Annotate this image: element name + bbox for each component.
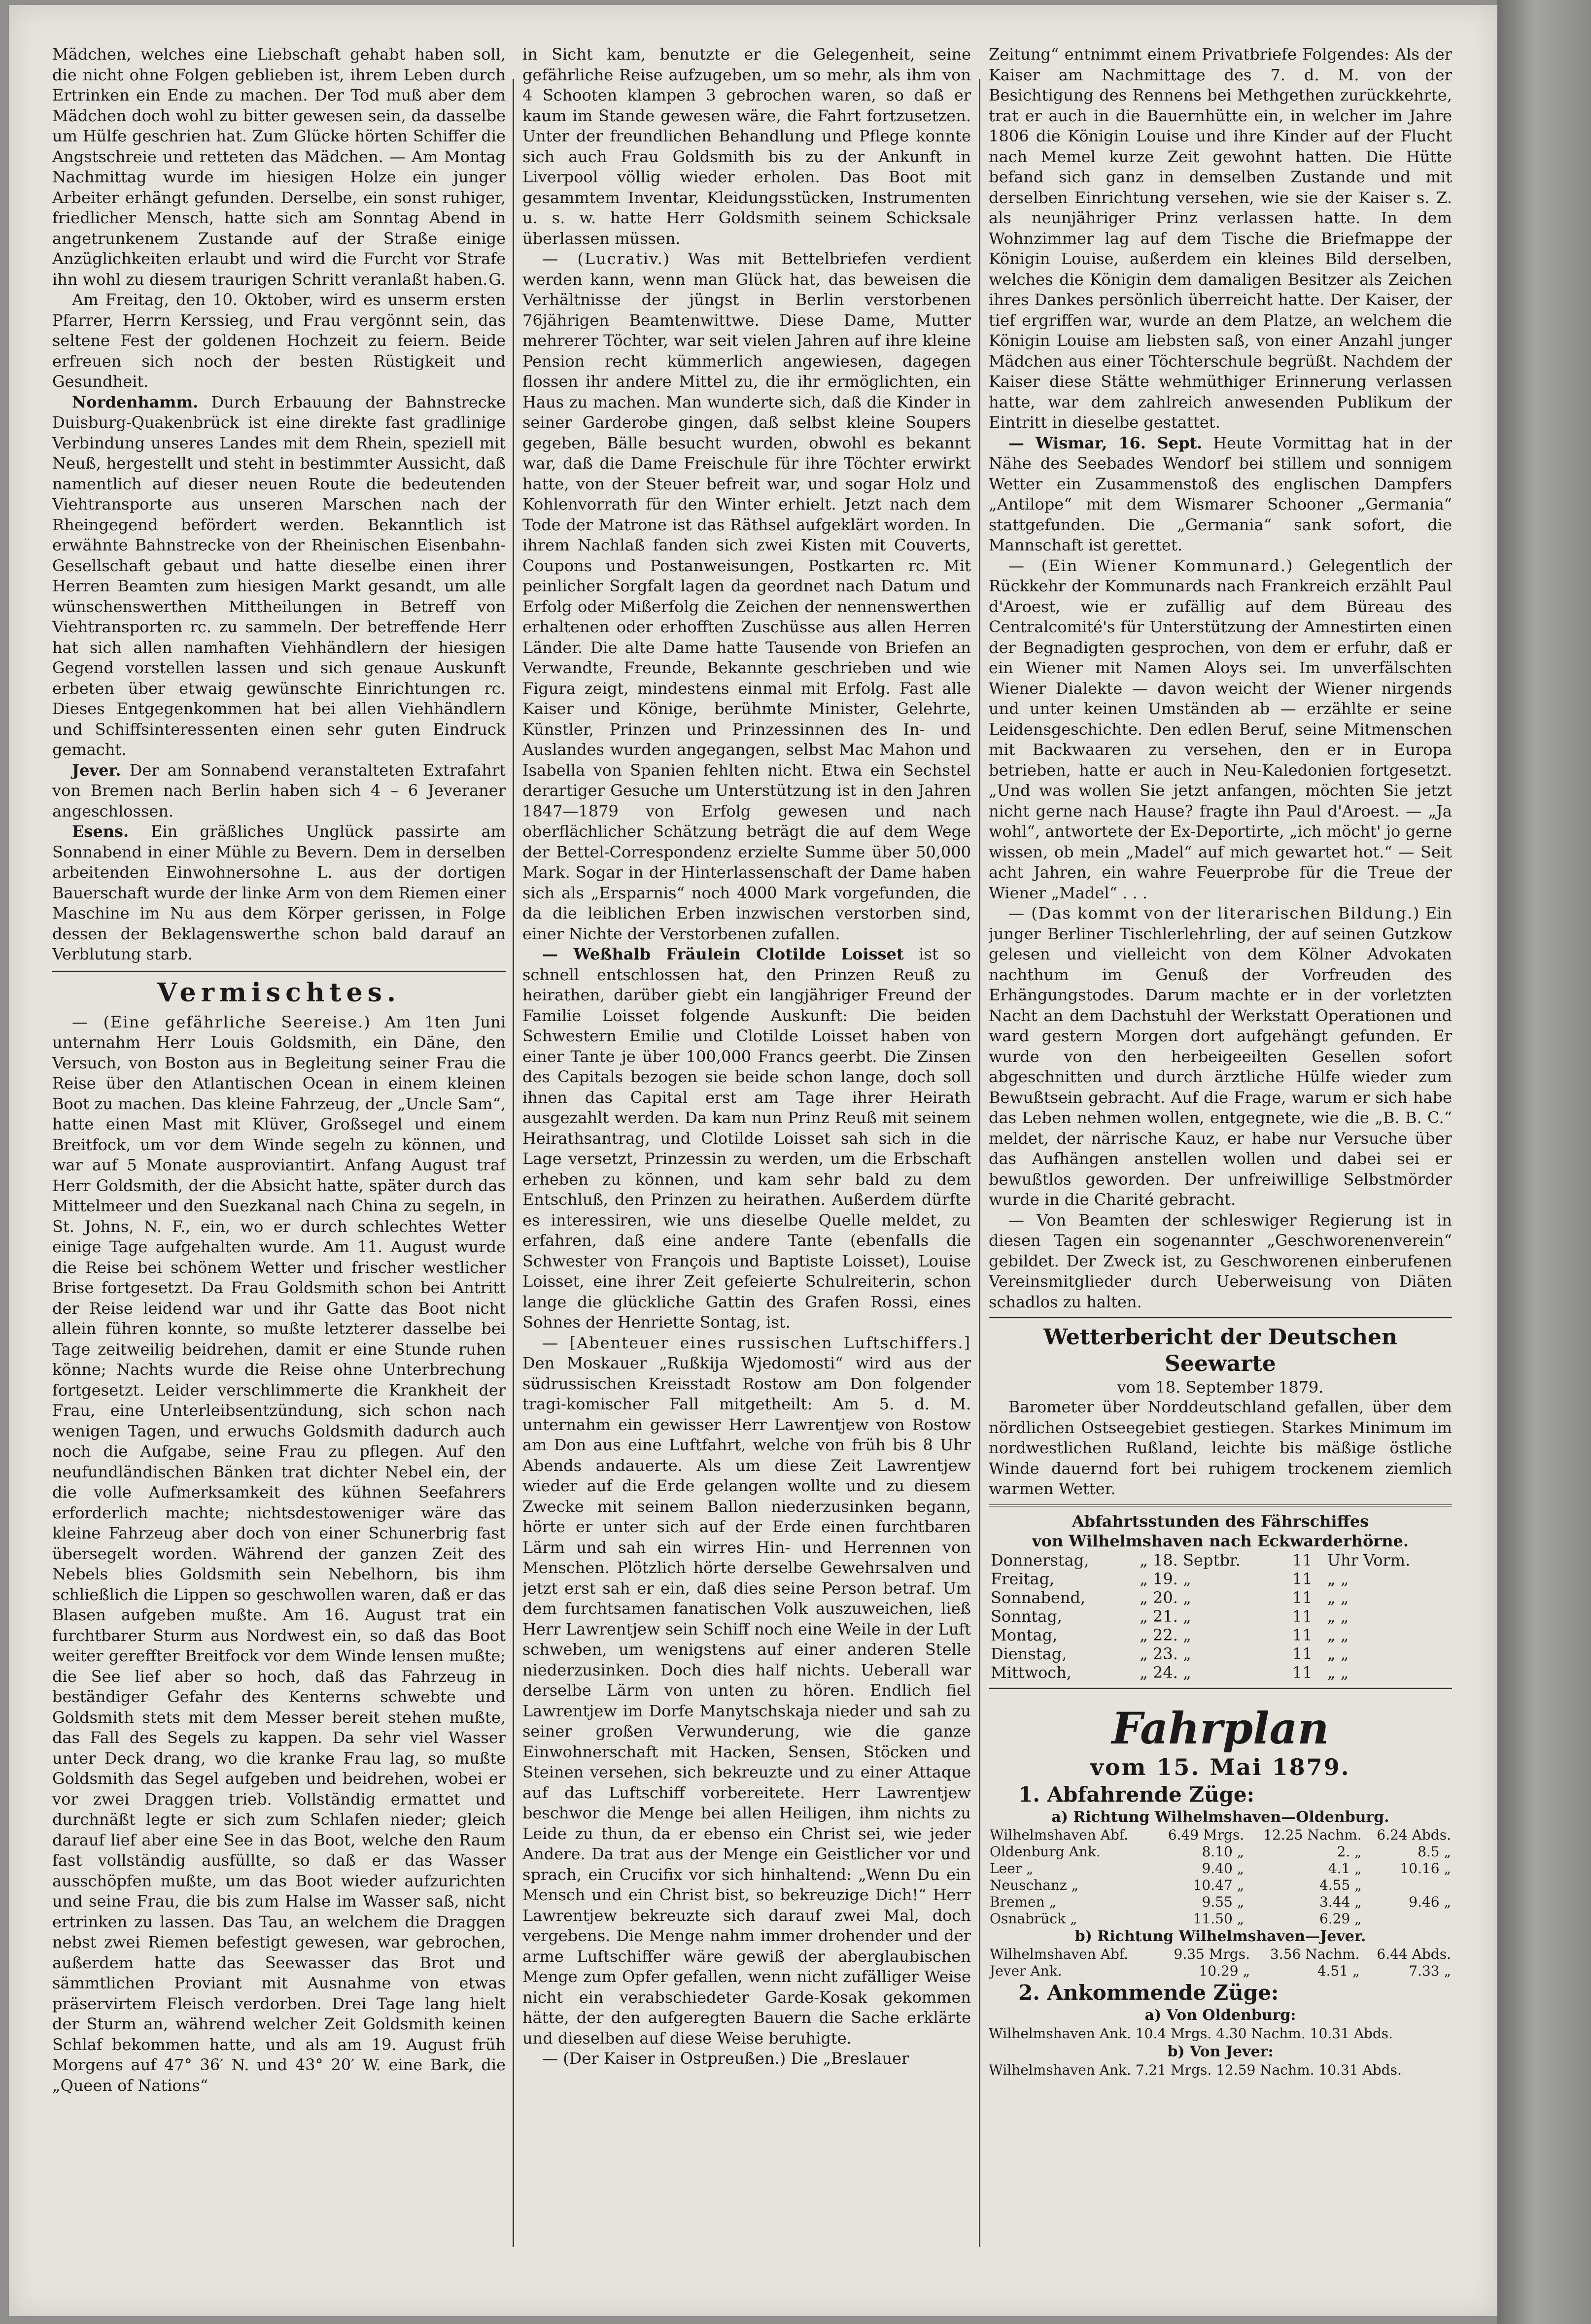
ferry-row bbox=[989, 1551, 1452, 1570]
ferry-cell-day: Donnerstag, bbox=[991, 1550, 1089, 1570]
train-cell: 8.5 „ bbox=[1418, 1843, 1451, 1860]
train-cell: 11.50 „ bbox=[1193, 1910, 1245, 1927]
ferry-cell-day: Mittwoch, bbox=[991, 1663, 1072, 1682]
article-text: Mädchen, welches eine Liebschaft gehabt haben soll, die nicht ohne Folgen geblieben ist, ihrem Leben durch Ertrinken ein Ende zu machen. Der Tod muß aber dem Mädchen doch wohl zu bitter gewesen sein, da dasselbe um Hülfe geschrien hat. Zum Glücke hörten Schiffer die Angstschreie und retteten das Mädchen. — Am Montag Nachmittag wurde im hiesigen Holze ein junger Arbeiter erhängt gefunden. Derselbe, ein sonst ruhiger, friedlicher Mensch, hatte sich am Sonntag Abend in angetrunkenem Zustande auf der Straße einige Anzüglichkeiten erlaubt und wird die Furcht vor Strafe ihn wohl zu diesem traurigen Schritt veranlaßt haben. G. bbox=[52, 44, 506, 290]
column-rule bbox=[979, 79, 980, 2247]
weather-report-title: Wetterbericht der Deutschen Seewarte bbox=[1043, 1325, 1397, 1376]
train-row bbox=[989, 1860, 1452, 1877]
train-cell: Wilhelmshaven Abf. bbox=[990, 1946, 1129, 1962]
article-headline: — (Ein Wiener Kommunard.) bbox=[1008, 556, 1294, 575]
train-cell: 4.1 „ bbox=[1328, 1860, 1362, 1877]
ferry-cell-day: Dienstag, bbox=[991, 1644, 1067, 1663]
ferry-row bbox=[989, 1663, 1452, 1682]
ferry-cell-day: Montag, bbox=[991, 1625, 1058, 1644]
train-cell: 3.56 Nachm. bbox=[1270, 1946, 1360, 1962]
column-3 bbox=[989, 44, 1452, 2282]
arrivals-heading: 2. Ankommende Züge: bbox=[1018, 1980, 1279, 2005]
article-text: Esens. Ein gräßliches Unglück passirte am Sonnabend in einer Mühle zu Bevern. Dem in derselben arbeitenden Einwohnersohne L. aus der dortigen Bauerschaft wurde der linke Arm von dem Riemen einer Maschine im Nu aus dem Körper gerissen, in Folge dessen der Beklagenswerthe schon bald darauf an Verblutung starb. bbox=[52, 822, 506, 963]
article-text: — [Abenteuer eines russischen Luftschiffers.] Den Moskauer „Rußkija Wjedomosti“ wird aus der südrussischen Kreisstadt Rostow am Don folgender tragi-komischer Fall mitgetheilt: Am 5. d. M. unternahm ein gewisser Herr Lawrentjew von Rostow am Don aus eine Luftfahrt, welche von früh bis 8 Uhr Abends andauerte. Als um diese Zeit Lawrentjew wieder auf die Erde gelangen wollte und zu diesem Zwecke mit seinem Ballon niederzusinken begann, hörte er unter sich auf der Erde einen furchtbaren Lärm und sah ein wirres Hin- und Herrennen von Menschen. Plötzlich hörte derselbe Gewehrsalven und jetzt erst sah er ein, daß dies seine Person betraf. Um dem furchtsamen fanatischen Volk auszuweichen, ließ Herr Lawrentjew sein Schiff noch eine Weile in der Luft schweben, um wenigstens auf einer anderen Stelle niederzusinken. Doch dies half nichts. Ueberall war derselbe Lärm von unten zu hören. Endlich fiel Lawrentjew im Dorfe Manytschskaja nieder und sah zu seiner großen Verwunderung, wie die ganze Einwohnerschaft mit Hacken, Sensen, Stöcken und Steinen versehen, sich bekreuzte und zu einer Attaque auf das Luftschiff vorbereitete. Herr Lawrentjew beschwor die Menge bei allen Heiligen, ihm nichts zu Leide zu thun, da er ebenso ein Christ sei, wie jeder Andere. Da trat aus der Menge ein Geistlicher vor und sprach, ein Crucifix vor sich hinhaltend: „Wenn Du ein Mensch und ein Christ bist, so bekreuzige Dich!“ Herr Lawrentjew bekreuzte sich darauf zwei Mal, doch vergebens. Die Menge nahm immer drohender und der arme Luftschiffer wäre gewiß der aberglaubischen Menge zum Opfer gefallen, wenn nicht zufälliger Weise nicht ein verabschiedeter Garde-Kosak gekommen hätte, der den aufgeregten Bauern die Sache erklärte und dieselben auf diese Weise beruhigte. bbox=[522, 1333, 971, 2048]
article-headline: — (Lucrativ.) bbox=[542, 249, 671, 268]
train-cell: 8.10 „ bbox=[1202, 1843, 1245, 1860]
train-cell: 6.49 Mrgs. bbox=[1168, 1826, 1245, 1843]
train-cell: 6.24 Abds. bbox=[1377, 1826, 1451, 1843]
ferry-schedule bbox=[989, 1551, 1452, 1682]
article-text: Am Freitag, den 10. Oktober, wird es unserm ersten Pfarrer, Herrn Kerssieg, und Frau vergönnt sein, das seltene Fest der goldenen Hochzeit zu feiern. Beide erfreuen sich noch der besten Rüstigkeit und Gesundheit. bbox=[52, 290, 506, 391]
article-headline: Esens. bbox=[72, 822, 129, 841]
ferry-row bbox=[989, 1644, 1452, 1663]
timetable-title: Fahrplan bbox=[1111, 1702, 1329, 1754]
ferry-cell-unit: „ „ bbox=[1327, 1663, 1349, 1682]
train-cell: 4.55 „ bbox=[1319, 1877, 1362, 1893]
ferry-cell-date: „ 24. „ bbox=[1140, 1663, 1191, 1682]
train-cell: 10.16 „ bbox=[1400, 1860, 1451, 1877]
train-cell: 10.29 „ bbox=[1199, 1962, 1250, 1979]
section-divider bbox=[989, 1687, 1452, 1689]
ferry-cell-date: „ 21. „ bbox=[1140, 1606, 1191, 1626]
article-text: — (Das kommt von der literarischen Bildung.) Ein junger Berliner Tischlerlehrling, der auf seinen Gutzkow gelesen und vielleicht von dem Kölner Advokaten nachthum im Genuß der Vorfreuden des Erhängungstodes. Darum machte er in der vorletzten Nacht an dem Dachstuhl der Werkstatt Operationen und ward gestern Morgen dort aufgehängt gefunden. Er wurde von den herbeigeeilten Gesellen sofort abgeschnitten und durch ärztliche Hülfe wieder zum Bewußtsein gebracht. Auf die Frage, warum er sich habe das Leben nehmen wollen, entgegnete, wie die „B. B. C.“ meldet, der närrische Kauz, er habe nur Versuche über das Aufhängen anstellen wollen und dabei sei er bewußtlos geworden. Der unfreiwillige Selbstmörder wurde in die Charité gebracht. bbox=[989, 904, 1452, 1209]
train-cell: 4.51 „ bbox=[1317, 1962, 1360, 1979]
ferry-row bbox=[989, 1570, 1452, 1588]
article-text: — (Eine gefährliche Seereise.) Am 1ten Juni unternahm Herr Louis Goldsmith, ein Däne, den Versuch, von Boston aus in Begleitung seiner Frau die Reise über den Atlantischen Ocean in einem kleinen Boot zu machen. Das kleine Fahrzeug, der „Uncle Sam“, hatte einen Mast mit Klüver, Großsegel und einem Breitfock, um vor dem Winde segeln zu können, und war auf 5 Monate ausproviantirt. Anfang August traf Herr Goldsmith, der die Absicht hatte, später durch das Mittelmeer und den Suezkanal nach China zu segeln, in St. Johns, N. F., ein, wo er durch schlechtes Wetter einige Tage aufgehalten wurde. Am 11. August wurde die Reise bei schönem Wetter und frischer westlicher Brise fortgesetzt. Da Frau Goldsmith schon bei Antritt der Reise leidend war und ihr Gatte das Boot nicht allein führen konnte, so mußte letzterer dasselbe bei Tage zeitweilig beidrehen, damit er eine Stunde ruhen könne; Nachts wurde die Reise ohne Unterbrechung fortgesetzt. Leider verschlimmerte die Krankheit der Frau, eine Unterleibsentzündung, sich schon nach wenigen Tagen, und erwuchs Goldsmith dadurch auch noch die Aufgabe, seine Frau zu pflegen. Auf den neufundländischen Bänken trat dichter Nebel ein, der die volle Aufmerksamkeit des kühnen Seefahrers erforderlich machte; nichtsdestoweniger wäre das kleine Fahrzeug aber doch von einer Schunerbrig fast übersegelt worden. Während der ganzen Zeit des Nebels blies Goldsmith sein Nebelhorn, bis ihm schließlich die Lippen so geschwollen waren, daß er das Blasen aufgeben mußte. Am 16. August trat ein furchtbarer Sturm aus Nordwest ein, so daß das Boot weiter gereffter Breitfock vor dem Winde lensen mußte; die See lief aber so hoch, daß das Fahrzeug in beständiger Gefahr des Kenterns schwebte und Goldsmith stets mit dem Messer bereit stehen mußte, das Fall des Segels zu kappen. Da sehr viel Wasser unter Deck drang, wo die kranke Frau lag, so mußte Goldsmith das Segel aufgeben und beidrehen, wobei er vor zwei Draggen trieb. Vollständig ermattet und durchnäßt legte er sich zum Schlafen nieder; gleich darauf lief aber eine See in das Boot, welche den Raum fast vollständig ausfüllte, so daß er das Wasser ausschöpfen mußte, um das Boot wieder aufzurichten und seine Frau, die bis zum Halse im Wasser saß, nicht ertrinken zu lassen. Das Tau, an welchem die Draggen nebst zwei Riemen befestigt gewesen, war gebrochen, außerdem hatte das Seewasser das Brot und sämmtlichen Proviant mit Ausnahme von etwas präservirtem Fleisch verdorben. Drei Tage lang hielt der Sturm an, während welcher Zeit Goldsmith keinen Schlaf bekommen hatte, und als am 19. August früh Morgens auf 47° 36′ N. und 43° 20′ W. eine Bark, die „Queen of Nations“ bbox=[52, 1012, 506, 2095]
article-text: in Sicht kam, benutzte er die Gelegenheit, seine gefährliche Reise aufzugeben, um so mehr, als ihm von 4 Schooten klampen 3 gebrochen waren, so daß er kaum im Stande gewesen wäre, die Fahrt fortzusetzen. Unter der freundlichen Behandlung und Pflege konnte sich auch Frau Goldsmith bis zu der Ankunft in Liverpool völlig wieder erholen. Das Boot mit gesammtem Inventar, Kleidungsstücken, Instrumenten u. s. w. hatte Herr Goldsmith seinem Schicksale überlassen müssen. bbox=[522, 45, 971, 248]
article-headline: Jever. bbox=[72, 760, 121, 780]
ferry-cell-day: Sonntag, bbox=[991, 1606, 1062, 1626]
ferry-cell-hour: 11 bbox=[1292, 1663, 1313, 1682]
train-cell: Neuschanz „ bbox=[990, 1877, 1079, 1893]
article-text: Jever. Der am Sonnabend veranstalteten Extrafahrt von Bremen nach Berlin haben sich 4 – 6 Jeveraner angeschlossen. bbox=[52, 760, 506, 820]
ferry-subtitle: von Wilhelmshaven nach Eckwarderhörne. bbox=[1032, 1531, 1409, 1550]
ferry-cell-hour: 11 bbox=[1292, 1550, 1313, 1570]
train-row bbox=[989, 1911, 1452, 1927]
book-edge bbox=[1497, 0, 1591, 2324]
train-cell: 6.29 „ bbox=[1319, 1910, 1362, 1927]
timetable-date: vom 15. Mai 1879. bbox=[1090, 1753, 1350, 1780]
article-text: — Wismar, 16. Sept. Heute Vormittag hat in der Nähe des Seebades Wendorf bei stillem und sonnigem Wetter ein Zusammenstoß des englischen Dampfers „Antilope“ mit dem Wismarer Schooner „Germania“ stattgefunden. Die „Germania“ sank sofort, die Mannschaft ist gerettet. bbox=[989, 433, 1452, 554]
ferry-cell-unit: „ „ bbox=[1327, 1644, 1349, 1663]
article-headline: — (Das kommt von der literarischen Bildung.) bbox=[1008, 904, 1420, 923]
article-headline: Nordenhamm. bbox=[72, 392, 199, 411]
train-cell: Bremen „ bbox=[990, 1893, 1057, 1910]
ferry-row bbox=[989, 1607, 1452, 1626]
article-text: Nordenhamm. Durch Erbauung der Bahnstrecke Duisburg-Quakenbrück ist eine direkte fast gradlinige Verbindung unseres Landes mit dem Rhein, speziell mit Neuß, hergestellt und steht in bestimmter Aussicht, daß namentlich auf dieser neuen Route die bedeutenden Viehtransporte aus unseren Marschen nach der Rheingegend befördert werden. Bekanntlich ist erwähnte Bahnstrecke von der Rheinischen Eisenbahn-Gesellschaft gebaut und hatte dieselbe einen ihrer Herren Beamten zum hiesigen Markt gesandt, um alle wünschenswerthen Mittheilungen in Betreff von Viehtransporten rc. zu sammeln. Der betreffende Herr hat sich allen namhaften Viehhändlern der hiesigen Gegend vorstellen lassen und sich genaue Auskunft erbeten über etwaig gewünschte Einrichtungen rc. Dieses Entgegenkommen hat bei allen Viehhändlern und Schiffsinteressenten einen sehr guten Eindruck gemacht. bbox=[52, 392, 506, 759]
train-cell bbox=[1363, 1911, 1452, 1927]
article-text: — (Der Kaiser in Ostpreußen.) Die „Breslauer bbox=[542, 2049, 909, 2068]
train-cell: 9.40 „ bbox=[1202, 1860, 1245, 1877]
ferry-cell-day: Freitag, bbox=[991, 1569, 1055, 1588]
train-cell: 2. „ bbox=[1337, 1843, 1362, 1860]
ferry-cell-hour: 11 bbox=[1292, 1569, 1313, 1588]
ferry-cell-unit: „ „ bbox=[1327, 1606, 1349, 1626]
ferry-title: Abfahrtsstunden des Fährschiffes bbox=[1072, 1511, 1369, 1531]
route-heading: a) Richtung Wilhelmshaven—Oldenburg. bbox=[1051, 1808, 1389, 1826]
ferry-cell-date: „ 22. „ bbox=[1140, 1625, 1191, 1644]
weather-report-date: vom 18. September 1879. bbox=[1117, 1378, 1324, 1397]
ferry-cell-date: „ 19. „ bbox=[1140, 1569, 1191, 1588]
departures-heading: 1. Abfahrende Züge: bbox=[1018, 1782, 1255, 1807]
train-cell: 12.25 Nachm. bbox=[1263, 1826, 1362, 1843]
ferry-row bbox=[989, 1626, 1452, 1644]
route-heading: b) Von Jever: bbox=[1167, 2043, 1274, 2060]
route-heading: b) Richtung Wilhelmshaven—Jever. bbox=[1074, 1927, 1366, 1945]
article-text: — (Ein Wiener Kommunard.) Gelegentlich der Rückkehr der Kommunards nach Frankreich erzählt Paul d'Aroest, wie er zufällig auf dem Büreau des Centralcomité's für Unterstützung der Amnestirten einen der Begnadigten gesprochen, von dem er erfuhr, daß er ein Wiener mit Namen Aloys sei. Im unverfälschten Wiener Dialekte — davon weicht der Wiener nirgends und unter keinen Umständen ab — erzählte er seine Leidensgeschichte. Den edlen Beruf, seine Mitmenschen mit Backwaaren zu versehen, den er in Europa betrieben, hatte er auch in Neu-Kaledonien fortgesetzt. „Und was wollen Sie jetzt anfangen, möchten Sie jetzt nicht gerne nach Hause? fragte ihn Paul d'Aroest. — „Ja wohl“, antwortete der Ex-Deportirte, „ich möcht' jo gerne wissen, ob mein „Madel“ auf mich gewartet hot.“ — Seit acht Jahren, ein wahre Feuerprobe für die Treue der Wiener „Madel“ . . . bbox=[989, 556, 1452, 902]
train-row bbox=[989, 1827, 1452, 1844]
article-headline: — [Abenteuer eines russischen Luftschiffers.] bbox=[542, 1333, 971, 1352]
section-divider bbox=[989, 1317, 1452, 1319]
train-cell: 9.46 „ bbox=[1409, 1893, 1451, 1910]
train-cell: Jever Ank. bbox=[990, 1962, 1062, 1979]
article-headline: — (Eine gefährliche Seereise.) bbox=[72, 1012, 371, 1031]
train-cell: Wilhelmshaven Abf. bbox=[990, 1826, 1129, 1843]
article-text: — (Lucrativ.) Was mit Bettelbriefen verdient werden kann, wenn man Glück hat, das beweisen die Verhältnisse der jüngst in Berlin verstorbenen 76jährigen Beamtenwittwe. Diese Dame, Mutter mehrerer Töchter, war seit vielen Jahren auf ihre kleine Pension recht kümmerlich angewiesen, dagegen flossen ihr andere Mittel zu, die ihr ermöglichten, ein Haus zu machen. Man wunderte sich, daß die Kinder in seiner Garderobe gingen, daß selbst kleine Soupers gegeben, Bälle besucht wurden, obwohl es bekannt war, daß die Dame Freischule für ihre Töchter erwirkt hatte, von der Steuer befreit war, und sogar Holz und Kohlenvorrath für den Winter erhielt. Jetzt nach dem Tode der Matrone ist das Räthsel aufgeklärt worden. In ihrem Nachlaß fanden sich zwei Kisten mit Couverts, Coupons und Postanweisungen, Postkarten rc. Mit peinlicher Sorgfalt lagen da geordnet nach Datum und Erfolg oder Mißerfolg die Zeichen der nennenswerthen erhaltenen oder erhofften Zuschüsse aus allen Herren Länder. Die alte Dame hatte Tausende von Briefen an Verwandte, Freunde, Bekannte geschrieben und wie Figura zeigt, mindestens einmal mit Erfolg. Fast alle Kaiser und Könige, berühmte Minister, Gelehrte, Künstler, Prinzen und Prinzessinnen des In- und Auslandes wurden angegangen, selbst Mac Mahon und Isabella von Spanien fehlten nicht. Etwa ein Sechstel derartiger Gesuche um Unterstützung ist in den Jahren 1847—1879 von Erfolg gewesen und nach oberflächlicher Schätzung beträgt die auf dem Wege der Bettel-Correspondenz erzielte Summe über 50,000 Mark. Sogar in der Hinterlassenschaft der Dame haben sich als „Ersparnis“ noch 4000 Mark vorgefunden, die da die leiblichen Erben inzwischen verstorben sind, einer Nichte der Verstorbenen zufallen. bbox=[522, 249, 971, 943]
article-headline: — Weßhalb Fräulein Clotilde Loisset bbox=[542, 945, 904, 963]
train-table bbox=[989, 1946, 1452, 1980]
train-cell: Osnabrück „ bbox=[990, 1910, 1077, 1927]
section-title: Vermischtes. bbox=[157, 977, 401, 1008]
train-cell: Oldenburg Ank. bbox=[990, 1843, 1101, 1860]
ferry-cell-unit: „ „ bbox=[1327, 1625, 1349, 1644]
train-row bbox=[989, 1844, 1452, 1860]
train-row: Wilhelmshaven Ank. 7.21 Mrgs. 12.59 Nachm. 10.31 Abds. bbox=[989, 2061, 1402, 2078]
section-divider bbox=[989, 1504, 1452, 1506]
article-text: — Weßhalb Fräulein Clotilde Loisset ist so schnell entschlossen hat, den Prinzen Reuß zu heirathen, darüber giebt ein langjähriger Freund der Familie Loisset folgende Auskunft: Die beiden Schwestern Emilie und Clotilde Loisset haben von einer Tante je über 100,000 Francs geerbt. Die Zinsen des Capitals bezogen sie beide schon lange, doch soll ihnen das Capital erst am Tage ihrer Heirath ausgezahlt werden. Da kam nun Prinz Reuß mit seinem Heirathsantrag, und Clotilde Loisset sah sich in die Lage versetzt, Prinzessin zu werden, um die Erbschaft erheben zu können, und kam sehr bald zu dem Entschluß, den Prinzen zu heirathen. Außerdem dürfte es interessiren, wie uns dieselbe Quelle meldet, zu erfahren, daß eine andere Tante (ebenfalls die Schwester von François und Baptiste Loisset), Louise Loisset, eine ihrer Zeit gefeierte Schulreiterin, schon lange die glückliche Gattin des Grafen Rossi, eines Sohnes der Henriette Sontag, ist. bbox=[522, 945, 971, 1332]
train-table bbox=[989, 1827, 1452, 1927]
train-row bbox=[989, 1946, 1452, 1963]
ferry-cell-unit: „ „ bbox=[1327, 1569, 1349, 1588]
article-text: — Von Beamten der schleswiger Regierung ist in diesen Tagen ein sogenannter „Geschworenenverein“ gebildet. Der Zweck ist, zu Geschworenen einberufenen Vereinsmitglieder durch Ueberweisung von Diäten schadlos zu halten. bbox=[989, 1210, 1452, 1311]
train-cell: 6.44 Abds. bbox=[1377, 1946, 1451, 1962]
train-cell: 3.44 „ bbox=[1319, 1893, 1362, 1910]
ferry-cell-unit: „ „ bbox=[1327, 1588, 1349, 1607]
newspaper-page bbox=[9, 5, 1497, 2316]
ferry-row bbox=[989, 1588, 1452, 1607]
train-row bbox=[989, 1963, 1452, 1980]
train-cell: 7.33 „ bbox=[1409, 1962, 1451, 1979]
ferry-cell-date: „ 18. Septbr. bbox=[1140, 1550, 1241, 1570]
train-cell: 9.35 Mrgs. bbox=[1174, 1946, 1250, 1962]
train-row: Wilhelmshaven Ank. 10.4 Mrgs. 4.30 Nachm. 10.31 Abds. bbox=[989, 2025, 1393, 2042]
column-1 bbox=[52, 44, 506, 2282]
ferry-cell-hour: 11 bbox=[1292, 1644, 1313, 1663]
train-cell: Leer „ bbox=[990, 1860, 1034, 1877]
article-headline: — Wismar, 16. Sept. bbox=[1008, 433, 1203, 452]
train-cell: 10.47 „ bbox=[1193, 1877, 1245, 1893]
signature: G. bbox=[488, 270, 506, 289]
section-divider bbox=[52, 970, 506, 972]
train-row bbox=[989, 1877, 1452, 1894]
ferry-cell-unit: Uhr Vorm. bbox=[1327, 1550, 1411, 1570]
route-heading: a) Von Oldenburg: bbox=[1144, 2006, 1296, 2024]
ferry-cell-date: „ 23. „ bbox=[1140, 1644, 1191, 1663]
train-row bbox=[989, 1894, 1452, 1911]
weather-report-text: Barometer über Norddeutschland gefallen, über dem nördlichen Ostseegebiet gestiegen. Starkes Minimum im nordwestlichen Rußland, leichte bis mäßige östliche Winde dauernd fort bei ruhigem trockenem ziemlich warmen Wetter. bbox=[989, 1398, 1452, 1498]
column-rule bbox=[513, 79, 514, 2247]
ferry-cell-date: „ 20. „ bbox=[1140, 1588, 1191, 1607]
ferry-cell-hour: 11 bbox=[1292, 1588, 1313, 1607]
ferry-cell-day: Sonnabend, bbox=[991, 1588, 1086, 1607]
column-2 bbox=[522, 44, 971, 2282]
ferry-cell-hour: 11 bbox=[1292, 1606, 1313, 1626]
ferry-cell-hour: 11 bbox=[1292, 1625, 1313, 1644]
train-cell: 9.55 „ bbox=[1202, 1893, 1245, 1910]
train-cell bbox=[1363, 1877, 1452, 1894]
article-text: Zeitung“ entnimmt einem Privatbriefe Folgendes: Als der Kaiser am Nachmittage des 7. d. M. von der Besichtigung des Rennens bei Methgethen zurückkehrte, trat er auch in die Bauernhütte ein, in welcher im Jahre 1806 die Königin Louise und ihre Kinder auf der Flucht nach Memel kurze Zeit gewohnt hatten. Die Hütte befand sich ganz in demselben Zustande und mit derselben Einrichtung versehen, wie sie der Kaiser s. Z. als neunjähriger Prinz verlassen hatte. In dem Wohnzimmer lag auf dem Tische die Briefmappe der Königin Louise, außerdem ein kleines Bild derselben, welches die Königin dem damaligen Besitzer als Zeichen ihres Dankes persönlich überreicht hatte. Der Kaiser, der tief ergriffen war, wurde an dem Platze, an welchem die Königin Louise am liebsten saß, von einer Anzahl junger Mädchen aus einer Töchterschule begrüßt. Nachdem der Kaiser diese Stätte wehmüthiger Erinnerung verlassen hatte, war dem zahlreich anwesenden Publikum der Eintritt in dieselbe gestattet. bbox=[989, 45, 1452, 432]
